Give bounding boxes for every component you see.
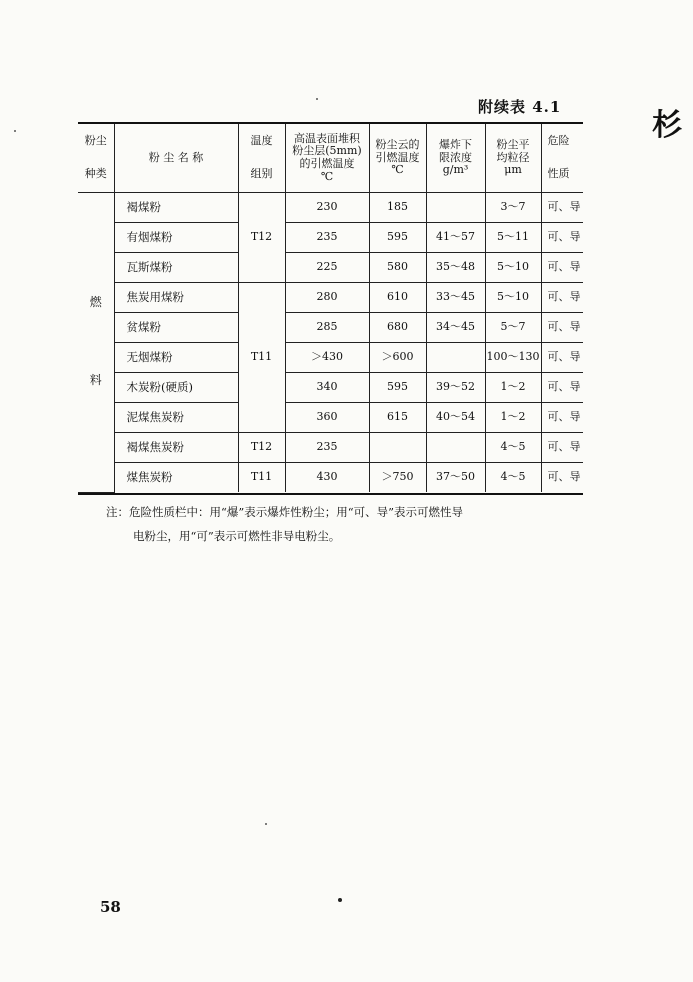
temp-group-cell: T12 — [238, 433, 285, 463]
print-speck — [265, 823, 267, 825]
hazard-value: 可、导 — [541, 433, 583, 463]
dust-name: 木炭粉(硬质) — [114, 373, 238, 403]
dust-name: 煤焦炭粉 — [114, 463, 238, 493]
hazard-value: 可、导 — [541, 283, 583, 313]
hazard-value: 可、导 — [541, 373, 583, 403]
hazard-value: 可、导 — [541, 193, 583, 223]
lower-limit-value — [426, 343, 485, 373]
layer-ignition-value: 285 — [285, 313, 369, 343]
cropped-margin-character: 杉 — [652, 108, 682, 143]
table-row — [78, 343, 583, 373]
dust-name: 焦炭用煤粉 — [114, 283, 238, 313]
table-row — [78, 313, 583, 343]
dust-name: 有烟煤粉 — [114, 223, 238, 253]
particle-size-value: 3～7 — [485, 193, 541, 223]
table-row — [78, 433, 583, 463]
layer-ignition-value: 235 — [285, 223, 369, 253]
header-category: 粉尘 种类 — [78, 124, 114, 193]
lower-limit-value — [426, 193, 485, 223]
lower-limit-value: 40～54 — [426, 403, 485, 433]
footnote-line-2: 电粉尘，用“可”表示可燃性非导电粉尘。 — [133, 529, 341, 543]
table-row — [78, 463, 583, 493]
particle-size-value: 1～2 — [485, 373, 541, 403]
footnote-line-1: 注：危险性质栏中：用“爆”表示爆炸性粉尘；用“可、导”表示可燃性导 — [106, 505, 464, 519]
lower-limit-value: 37～50 — [426, 463, 485, 493]
cloud-ignition-value: ＞600 — [369, 343, 426, 373]
hazard-value: 可、导 — [541, 343, 583, 373]
temp-group-cell: T12 — [238, 193, 285, 283]
cloud-ignition-value: 595 — [369, 373, 426, 403]
print-speck — [316, 98, 318, 100]
print-speck — [338, 898, 342, 902]
table-row — [78, 193, 583, 223]
table-caption: 附续表 4.1 — [478, 98, 562, 116]
layer-ignition-value: 230 — [285, 193, 369, 223]
layer-ignition-value: 360 — [285, 403, 369, 433]
particle-size-value: 100～130 — [485, 343, 541, 373]
category-cell: 燃 料 — [78, 193, 114, 493]
header-lower-limit: 爆炸下 限浓度 g/m³ — [426, 124, 485, 193]
table-row — [78, 373, 583, 403]
dust-properties-table-wrapper — [78, 122, 583, 495]
layer-ignition-value: 340 — [285, 373, 369, 403]
header-layer-ignition: 高温表面堆积 粉尘层(5mm) 的引燃温度 ℃ — [285, 124, 369, 193]
particle-size-value: 4～5 — [485, 433, 541, 463]
lower-limit-value: 39～52 — [426, 373, 485, 403]
page-number: 58 — [100, 898, 121, 916]
lower-limit-value: 34～45 — [426, 313, 485, 343]
table-row — [78, 253, 583, 283]
dust-properties-table — [78, 124, 583, 493]
table-row — [78, 403, 583, 433]
layer-ignition-value: ＞430 — [285, 343, 369, 373]
particle-size-value: 5～7 — [485, 313, 541, 343]
particle-size-value: 1～2 — [485, 403, 541, 433]
dust-name: 贫煤粉 — [114, 313, 238, 343]
lower-limit-value: 33～45 — [426, 283, 485, 313]
lower-limit-value: 35～48 — [426, 253, 485, 283]
table-row — [78, 223, 583, 253]
cloud-ignition-value: 595 — [369, 223, 426, 253]
table-header-row — [78, 124, 583, 193]
cloud-ignition-value: 610 — [369, 283, 426, 313]
particle-size-value: 5～10 — [485, 283, 541, 313]
temp-group-cell: T11 — [238, 463, 285, 493]
cloud-ignition-value: 680 — [369, 313, 426, 343]
cloud-ignition-value — [369, 433, 426, 463]
layer-ignition-value: 225 — [285, 253, 369, 283]
header-temp-group: 温度 组别 — [238, 124, 285, 193]
hazard-value: 可、导 — [541, 253, 583, 283]
particle-size-value: 4～5 — [485, 463, 541, 493]
cloud-ignition-value: 580 — [369, 253, 426, 283]
dust-name: 褐煤粉 — [114, 193, 238, 223]
header-hazard: 危险 性质 — [541, 124, 583, 193]
particle-size-value: 5～11 — [485, 223, 541, 253]
cloud-ignition-value: 615 — [369, 403, 426, 433]
header-particle-size: 粉尘平 均粒径 μm — [485, 124, 541, 193]
table-row — [78, 283, 583, 313]
header-cloud-ignition: 粉尘云的 引燃温度 ℃ — [369, 124, 426, 193]
temp-group-cell: T11 — [238, 283, 285, 433]
hazard-value: 可、导 — [541, 463, 583, 493]
dust-name: 瓦斯煤粉 — [114, 253, 238, 283]
dust-name: 泥煤焦炭粉 — [114, 403, 238, 433]
hazard-value: 可、导 — [541, 313, 583, 343]
hazard-value: 可、导 — [541, 223, 583, 253]
lower-limit-value — [426, 433, 485, 463]
layer-ignition-value: 430 — [285, 463, 369, 493]
dust-name: 褐煤焦炭粉 — [114, 433, 238, 463]
particle-size-value: 5～10 — [485, 253, 541, 283]
layer-ignition-value: 280 — [285, 283, 369, 313]
print-speck — [14, 130, 16, 132]
lower-limit-value: 41～57 — [426, 223, 485, 253]
table-footnote — [106, 500, 576, 548]
cloud-ignition-value: 185 — [369, 193, 426, 223]
header-name: 粉 尘 名 称 — [114, 124, 238, 193]
cloud-ignition-value: ＞750 — [369, 463, 426, 493]
dust-name: 无烟煤粉 — [114, 343, 238, 373]
layer-ignition-value: 235 — [285, 433, 369, 463]
hazard-value: 可、导 — [541, 403, 583, 433]
